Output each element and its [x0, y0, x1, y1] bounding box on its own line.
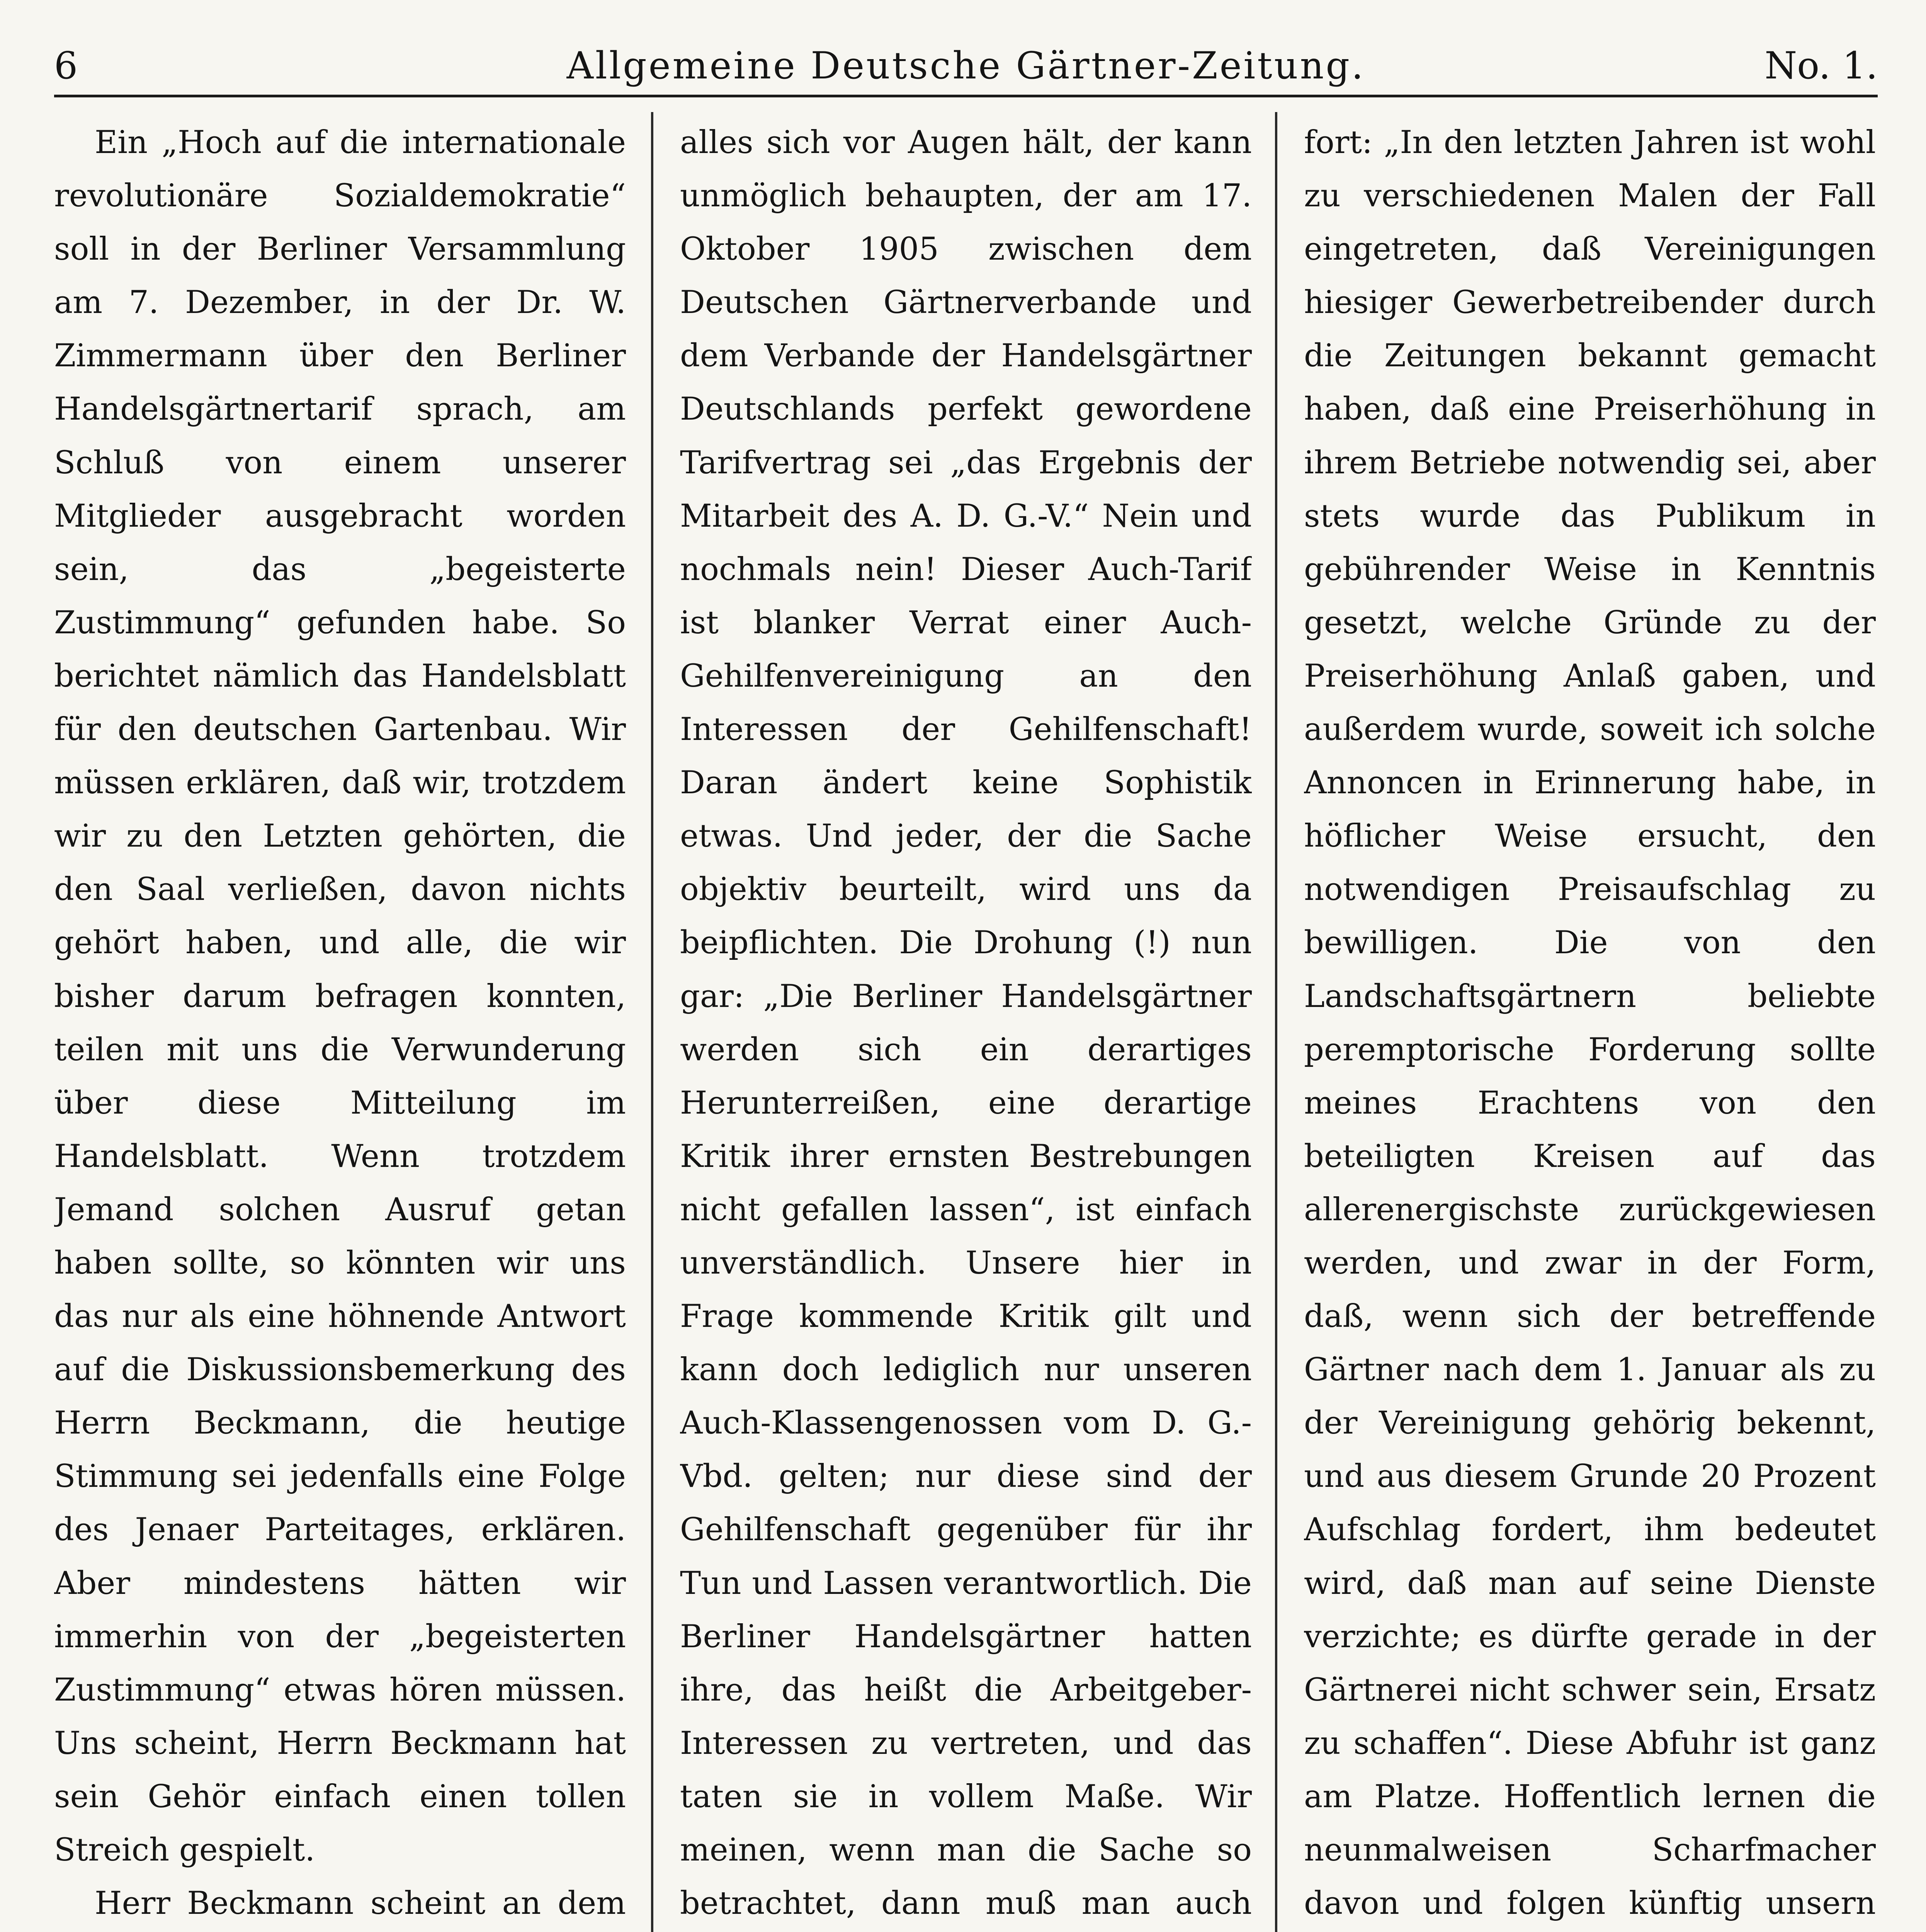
issue-number: No. 1. — [1765, 44, 1878, 87]
paragraph: alles sich vor Augen hält, der kann unmöglich behaupten, der am 17. Oktober 1905 zwischen dem Deutschen Gärtnerverbande und dem Verbande der Handelsgärtner Deutschlands perfekt gewordene Tarifvertrag sei „das Ergebnis der Mitarbeit des A. D. G.-V.“ Nein und nochmals nein! Dieser Auch-Tarif ist blanker Verrat einer Auch-Gehilfenvereinigung an den Interessen der Gehilfenschaft! Daran ändert keine Sophistik etwas. Und jeder, der die Sache objektiv beurteilt, wird uns da beipflichten. Die Drohung (!) nun gar: „Die Berliner Handelsgärtner werden sich ein derartiges Herunterreißen, eine derartige Kritik ihrer ernsten Bestrebungen nicht gefallen lassen“, ist einfach unverständlich. Unsere hier in Frage kommende Kritik gilt und kann doch lediglich nur unseren Auch-Klassengenossen vom D. G.-Vbd. gelten; nur diese sind der Gehilfenschaft gegenüber für ihr Tun und Lassen verantwortlich. Die Berliner Handelsgärtner hatten ihre, das heißt die Arbeitgeber-Interessen zu vertreten, und das taten sie in vollem Maße. Wir meinen, wenn man die Sache so betrachtet, dann muß man auch — [680, 124, 1252, 1922]
paragraph: fort: „In den letzten Jahren ist wohl zu verschiedenen Malen der Fall eingetreten, daß Vereinigungen hiesiger Gewerbetreibender durch die Zeitungen bekannt gemacht haben, daß eine Preiserhöhung in ihrem Betriebe notwendig sei, aber stets wurde das Publikum in gebührender Weise in Kenntnis gesetzt, welche Gründe zu der Preiserhöhung Anlaß gaben, und außerdem wurde, soweit ich solche Annoncen in Erinnerung habe, in höflicher Weise ersucht, den notwendigen Preisaufschlag zu bewilligen. Die von den Landschaftsgärtnern beliebte peremptorische Forderung sollte meines Erachtens von den beteiligten Kreisen auf das allerenergischste zurückgewiesen werden, und zwar in der Form, daß, wenn sich der betreffende Gärtner nach dem 1. Januar als zu der Vereinigung gehörig bekennt, und aus diesem Grunde 20 Prozent Aufschlag fordert, ihm bedeutet wird, daß man auf seine Dienste verzichte; es dürfte gerade in der Gärtnerei nicht schwer sein, Ersatz zu schaffen“. Diese Abfuhr ist ganz am Platze. Hoffentlich lernen die neunmalweisen Scharfmacher davon und folgen künftig unsern — [1304, 124, 1876, 1922]
text-column-3 — [1304, 116, 1876, 1932]
page-header — [54, 37, 1878, 97]
column-divider — [651, 112, 653, 1932]
page-number: 6 — [54, 44, 78, 87]
text-column-2 — [680, 116, 1252, 1932]
newspaper-title: Allgemeine Deutsche Gärtner-Zeitung. — [566, 44, 1365, 87]
text-column-1 — [54, 116, 626, 1932]
paragraph: Ein „Hoch auf die internationale revolutionäre Sozialdemokratie“ soll in der Berliner Versammlung am 7. Dezember, in der Dr. W. Zimmermann über den Berliner Handelsgärtnertarif sprach, am Schluß von einem unserer Mitglieder ausgebracht worden sein, das „begeisterte Zustimmung“ gefunden habe. So berichtet nämlich das Handelsblatt für den deutschen Gartenbau. Wir müssen erklären, daß wir, trotzdem wir zu den Letzten gehörten, die den Saal verließen, davon nichts gehört haben, und alle, die wir bisher darum befragen konnten, teilen mit uns die Verwunderung über diese Mitteilung im Handelsblatt. Wenn trotzdem Jemand solchen Ausruf getan haben sollte, so könnten wir uns das nur als eine höhnende Antwort auf die Diskussionsbemerkung des Herrn Beckmann, die heutige Stimmung sei jedenfalls eine Folge des Jenaer Parteitages, erklären. Aber mindestens hätten wir immerhin von der „begeisterten Zustimmung“ etwas hören müssen. Uns scheint, Herrn Beckmann hat sein Gehör einfach einen tollen Streich gespielt. — [54, 124, 626, 1868]
column-divider — [1275, 112, 1277, 1932]
paragraph: Herr Beckmann scheint an dem — [95, 1885, 626, 1922]
